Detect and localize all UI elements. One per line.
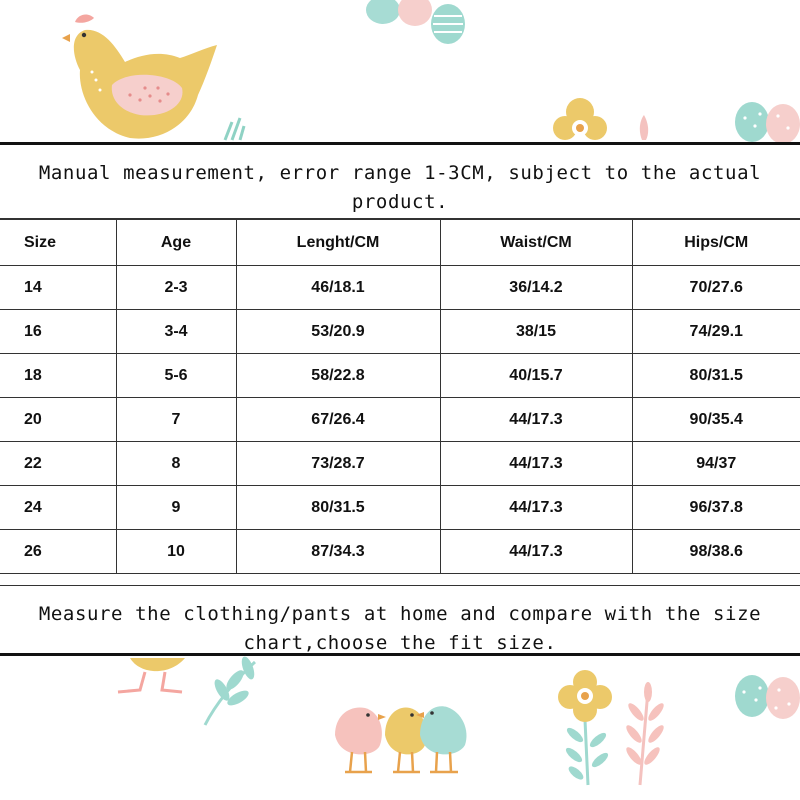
table-row <box>0 398 800 442</box>
size-cell: 22 <box>0 442 116 486</box>
measurement-note: Manual measurement, error range 1-3CM, subject to the actual product. <box>0 145 800 219</box>
table-row <box>0 266 800 310</box>
age-cell: 5-6 <box>116 354 236 398</box>
column-header: Lenght/CM <box>236 220 440 266</box>
flower-illustration <box>553 98 607 140</box>
hips-cell: 94/37 <box>632 442 800 486</box>
bud-illustration <box>640 115 648 140</box>
length-cell: 58/22.8 <box>236 354 440 398</box>
size-table <box>0 219 800 574</box>
table-row <box>0 486 800 530</box>
table-row <box>0 530 800 574</box>
hips-cell: 90/35.4 <box>632 398 800 442</box>
hen-illustration <box>62 15 217 139</box>
table-row <box>0 442 800 486</box>
size-cell: 20 <box>0 398 116 442</box>
age-cell: 8 <box>116 442 236 486</box>
chicks-illustration <box>335 706 466 772</box>
length-cell: 67/26.4 <box>236 398 440 442</box>
age-cell: 2-3 <box>116 266 236 310</box>
eggs-illustration <box>366 0 465 44</box>
fern-illustration <box>205 655 257 725</box>
table-row <box>0 310 800 354</box>
table-header-row <box>0 220 800 266</box>
chick-feet-illustration <box>118 658 185 692</box>
waist-cell: 44/17.3 <box>440 530 632 574</box>
waist-cell: 38/15 <box>440 310 632 354</box>
leaf-illustration <box>225 118 244 140</box>
age-cell: 10 <box>116 530 236 574</box>
length-cell: 87/34.3 <box>236 530 440 574</box>
length-cell: 53/20.9 <box>236 310 440 354</box>
hips-cell: 96/37.8 <box>632 486 800 530</box>
age-cell: 3-4 <box>116 310 236 354</box>
size-chart-panel <box>0 142 800 656</box>
hips-cell: 98/38.6 <box>632 530 800 574</box>
waist-cell: 44/17.3 <box>440 398 632 442</box>
column-header: Age <box>116 220 236 266</box>
hips-cell: 74/29.1 <box>632 310 800 354</box>
length-cell: 73/28.7 <box>236 442 440 486</box>
size-cell: 14 <box>0 266 116 310</box>
age-cell: 7 <box>116 398 236 442</box>
flower-plant-illustration <box>558 670 612 785</box>
size-cell: 18 <box>0 354 116 398</box>
table-row <box>0 354 800 398</box>
hips-cell: 80/31.5 <box>632 354 800 398</box>
size-cell: 16 <box>0 310 116 354</box>
age-cell: 9 <box>116 486 236 530</box>
waist-cell: 40/15.7 <box>440 354 632 398</box>
waist-cell: 44/17.3 <box>440 442 632 486</box>
column-header: Waist/CM <box>440 220 632 266</box>
size-cell: 26 <box>0 530 116 574</box>
size-cell: 24 <box>0 486 116 530</box>
column-header: Hips/CM <box>632 220 800 266</box>
length-cell: 80/31.5 <box>236 486 440 530</box>
waist-cell: 44/17.3 <box>440 486 632 530</box>
hips-cell: 70/27.6 <box>632 266 800 310</box>
eggs-illustration-bottom <box>735 675 800 719</box>
column-header: Size <box>0 220 116 266</box>
waist-cell: 36/14.2 <box>440 266 632 310</box>
length-cell: 46/18.1 <box>236 266 440 310</box>
fit-advice-note: Measure the clothing/pants at home and compare with the size chart,choose the fit size. <box>0 585 800 656</box>
pink-sprig-illustration <box>624 682 666 785</box>
eggs-illustration-right <box>735 102 800 144</box>
